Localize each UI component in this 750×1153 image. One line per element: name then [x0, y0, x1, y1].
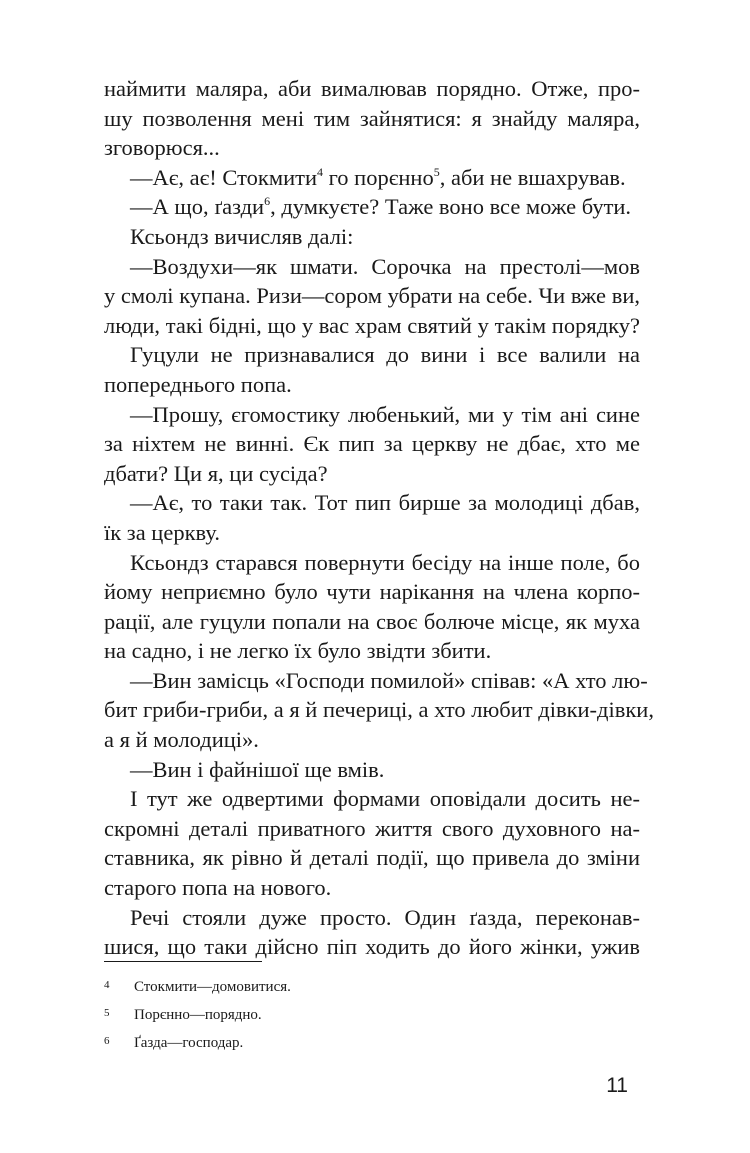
- footnote-separator: [104, 961, 262, 962]
- text-line: їк за церкву.: [104, 519, 220, 545]
- footnotes: [104, 972, 504, 1056]
- text-line: —Вин і файнішої ще вмів.: [130, 756, 385, 782]
- text-line: дбати? Ци я, ци сусіда?: [104, 460, 328, 486]
- text-line: люди, такі бідні, що у вас храм святий у такім порядку?: [104, 312, 640, 338]
- text-line: [104, 192, 640, 222]
- text-line: —Прошу, єгомостику любенький, ми у тім ані сине: [130, 401, 640, 427]
- text-line: бит гриби-гриби, а я й печериці, а хто любит дівки-дівки,: [104, 697, 654, 723]
- text-line: І тут же одвертими формами оповідали досить не-: [130, 786, 640, 812]
- footnote-ref[interactable]: 5: [433, 164, 440, 179]
- main-text: [104, 74, 654, 962]
- footnote-text: Стокмити—домовитися.: [134, 979, 291, 995]
- text-line: зговорюся...: [104, 135, 220, 161]
- text-line: [104, 163, 640, 193]
- text-line: на садно, і не легко їх було звідти збити.: [104, 638, 492, 664]
- text-line: а я й молодиці».: [104, 727, 259, 753]
- text-line: старого попа на нового.: [104, 875, 332, 901]
- text-fragment: —Ає, ає! Стокмити: [130, 164, 317, 190]
- text-line: шу позволення мені тим зайнятися: я знайду маляра,: [104, 105, 640, 131]
- footnote-number: 4: [104, 979, 110, 991]
- footnote: [104, 1028, 504, 1056]
- text-fragment: , аби не вшахрував.: [439, 164, 626, 190]
- footnote: [104, 1000, 504, 1028]
- text-line: за ніхтем не винні. Єк пип за церкву не дбає, хто ме: [104, 431, 640, 457]
- text-line: Ксьондз вичисляв далі:: [130, 223, 354, 249]
- footnote-number: 6: [104, 1035, 110, 1047]
- text-line: йому неприємно було чути нарікання на члена корпо-: [104, 579, 640, 605]
- text-line: скромні деталі приватного життя свого духовного на-: [104, 815, 640, 841]
- text-line: наймити маляра, аби вималював порядно. Отже, про-: [104, 76, 640, 101]
- page-number: 11: [606, 1074, 628, 1097]
- text-fragment: —А що, ґазди: [130, 194, 265, 220]
- text-line: —Вин замісць «Господи помилой» співав: «А хто лю-: [130, 667, 648, 693]
- text-line: Гуцули не признавалися до вини і все валили на: [130, 342, 640, 368]
- text-line: попереднього попа.: [104, 371, 292, 397]
- footnote-number: 5: [104, 1007, 110, 1019]
- text-line: ставника, як рівно й деталі події, що привела до зміни: [104, 845, 640, 871]
- footnote-text: Ґазда—господар.: [134, 1035, 244, 1051]
- text-fragment: го порєнно: [323, 164, 434, 190]
- text-line: рації, але гуцули попали на своє болюче місце, як муха: [104, 608, 640, 634]
- text-line: Ксьондз старався повернути бесіду на інше поле, бо: [130, 549, 640, 575]
- footnote-text: Порєнно—порядно.: [134, 1007, 262, 1023]
- text-line: у смолі купана. Ризи—сором убрати на себе. Чи вже ви,: [104, 283, 640, 309]
- text-fragment: , думкуєте? Таже воно все може бути.: [270, 194, 632, 220]
- footnote-ref[interactable]: 4: [317, 164, 323, 179]
- text-line: —Ає, то таки так. Тот пип бирше за молодиці дбав,: [130, 490, 640, 516]
- text-line: шися, що таки дійсно піп ходить до його жінки, ужив: [104, 934, 640, 960]
- footnote: [104, 972, 504, 1000]
- footnote-ref[interactable]: 6: [264, 194, 271, 209]
- text-line: —Воздухи—як шмати. Сорочка на престолі—мов: [130, 253, 640, 279]
- text-line: Речі стояли дуже просто. Один ґазда, переконав-: [130, 904, 640, 930]
